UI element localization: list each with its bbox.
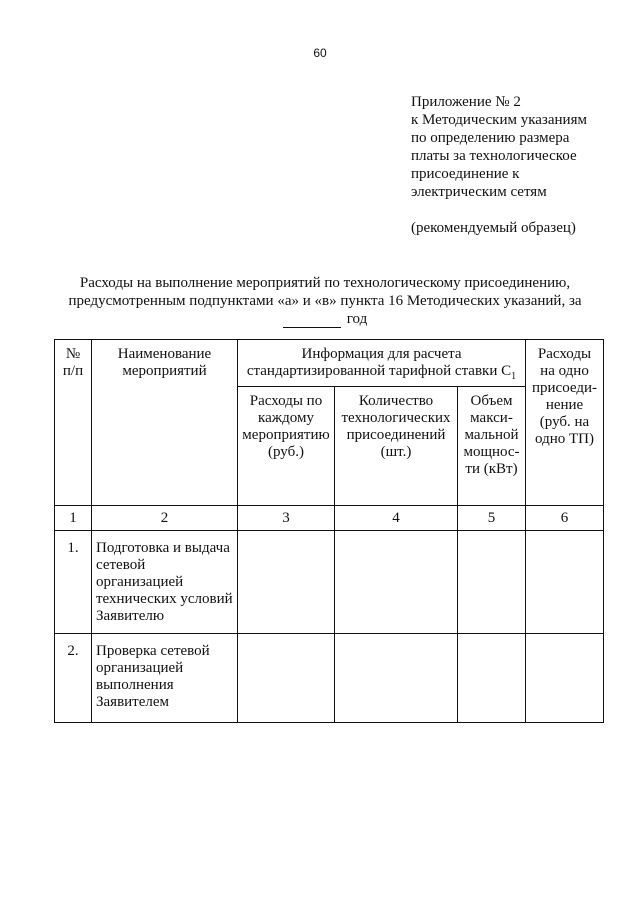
header-text: № bbox=[65, 346, 81, 362]
header-text: каждому bbox=[258, 410, 314, 426]
header-text: стандартизированной тарифной ставки С bbox=[246, 363, 512, 379]
header-info bbox=[238, 340, 526, 387]
header-text: (руб. на bbox=[539, 414, 590, 430]
header-text: технологических bbox=[341, 410, 451, 426]
row-name-line: Заявителем bbox=[96, 694, 170, 710]
appendix-header bbox=[411, 93, 621, 237]
row-name bbox=[92, 531, 238, 634]
empty-cell bbox=[458, 531, 526, 634]
header-text: мощнос- bbox=[463, 444, 520, 460]
header-text: Наименование bbox=[117, 346, 212, 362]
year-blank bbox=[283, 313, 341, 328]
appendix-line: к Методическим указаниям bbox=[411, 112, 587, 128]
appendix-line: Приложение № 2 bbox=[411, 94, 521, 110]
column-number: 6 bbox=[526, 506, 604, 531]
row-name-line: организацией bbox=[96, 660, 184, 676]
column-number: 1 bbox=[55, 506, 92, 531]
empty-cell bbox=[335, 634, 458, 723]
header-count bbox=[335, 387, 458, 506]
empty-cell bbox=[238, 531, 335, 634]
header-text: (шт.) bbox=[380, 444, 412, 460]
header-costs bbox=[238, 387, 335, 506]
appendix-line: присоединение к bbox=[411, 166, 520, 182]
header-text bbox=[241, 363, 522, 385]
column-number: 3 bbox=[238, 506, 335, 531]
header-text: Объем bbox=[470, 393, 513, 409]
table-row bbox=[55, 531, 604, 634]
header-name bbox=[92, 340, 238, 506]
row-number: 1. bbox=[55, 531, 92, 634]
header-text: макси- bbox=[470, 410, 513, 426]
column-number: 4 bbox=[335, 506, 458, 531]
header-subscript: 1 bbox=[511, 371, 517, 382]
header-num bbox=[55, 340, 92, 506]
header-text: нение bbox=[545, 397, 584, 413]
row-name-line: технических условий bbox=[96, 591, 233, 607]
appendix-line: по определению размера bbox=[411, 130, 570, 146]
column-number: 5 bbox=[458, 506, 526, 531]
column-number: 2 bbox=[92, 506, 238, 531]
row-name-line: Проверка сетевой bbox=[96, 643, 210, 659]
page-number: 60 bbox=[313, 46, 327, 60]
header-text: мальной bbox=[464, 427, 519, 443]
year-word: год bbox=[346, 311, 368, 327]
column-number-row bbox=[55, 506, 604, 531]
header-text: присоединений bbox=[346, 427, 446, 443]
row-name bbox=[92, 634, 238, 723]
row-name-line: организацией bbox=[96, 574, 184, 590]
row-number: 2. bbox=[55, 634, 92, 723]
title-line-2: предусмотренным подпунктами «а» и «в» пункта 16 Методических указаний, за bbox=[68, 293, 582, 309]
row-name-line: выполнения bbox=[96, 677, 174, 693]
table-row bbox=[55, 634, 604, 723]
header-text: ти (кВт) bbox=[465, 461, 518, 477]
empty-cell bbox=[526, 531, 604, 634]
empty-cell bbox=[335, 531, 458, 634]
header-expenses bbox=[526, 340, 604, 506]
header-text: (руб.) bbox=[268, 444, 304, 460]
header-text: на одно bbox=[540, 363, 589, 379]
row-name-line: Заявителю bbox=[96, 608, 165, 624]
appendix-line: платы за технологическое bbox=[411, 148, 577, 164]
title-line-3 bbox=[60, 310, 590, 328]
empty-cell bbox=[238, 634, 335, 723]
header-text: мероприятий bbox=[122, 363, 207, 379]
spacer bbox=[411, 201, 621, 219]
header-text: Расходы bbox=[537, 346, 592, 362]
empty-cell bbox=[526, 634, 604, 723]
header-text: мероприятию bbox=[242, 427, 330, 443]
appendix-line: электрическим сетям bbox=[411, 184, 547, 200]
row-name-line: Подготовка и выдача bbox=[96, 540, 230, 556]
document-title bbox=[60, 274, 590, 328]
header-text: Количество bbox=[358, 393, 434, 409]
header-text: присоеди- bbox=[532, 380, 598, 396]
appendix-note: (рекомендуемый образец) bbox=[411, 220, 576, 236]
empty-cell bbox=[458, 634, 526, 723]
header-text: одно ТП) bbox=[535, 431, 594, 447]
row-name-line: сетевой bbox=[96, 557, 146, 573]
header-text: Информация для расчета bbox=[301, 346, 462, 362]
expenses-table bbox=[54, 339, 604, 723]
header-text: Расходы по bbox=[249, 393, 323, 409]
title-line-1: Расходы на выполнение мероприятий по технологическому присоединению, bbox=[79, 275, 571, 291]
header-power bbox=[458, 387, 526, 506]
header-text: п/п bbox=[62, 363, 84, 379]
